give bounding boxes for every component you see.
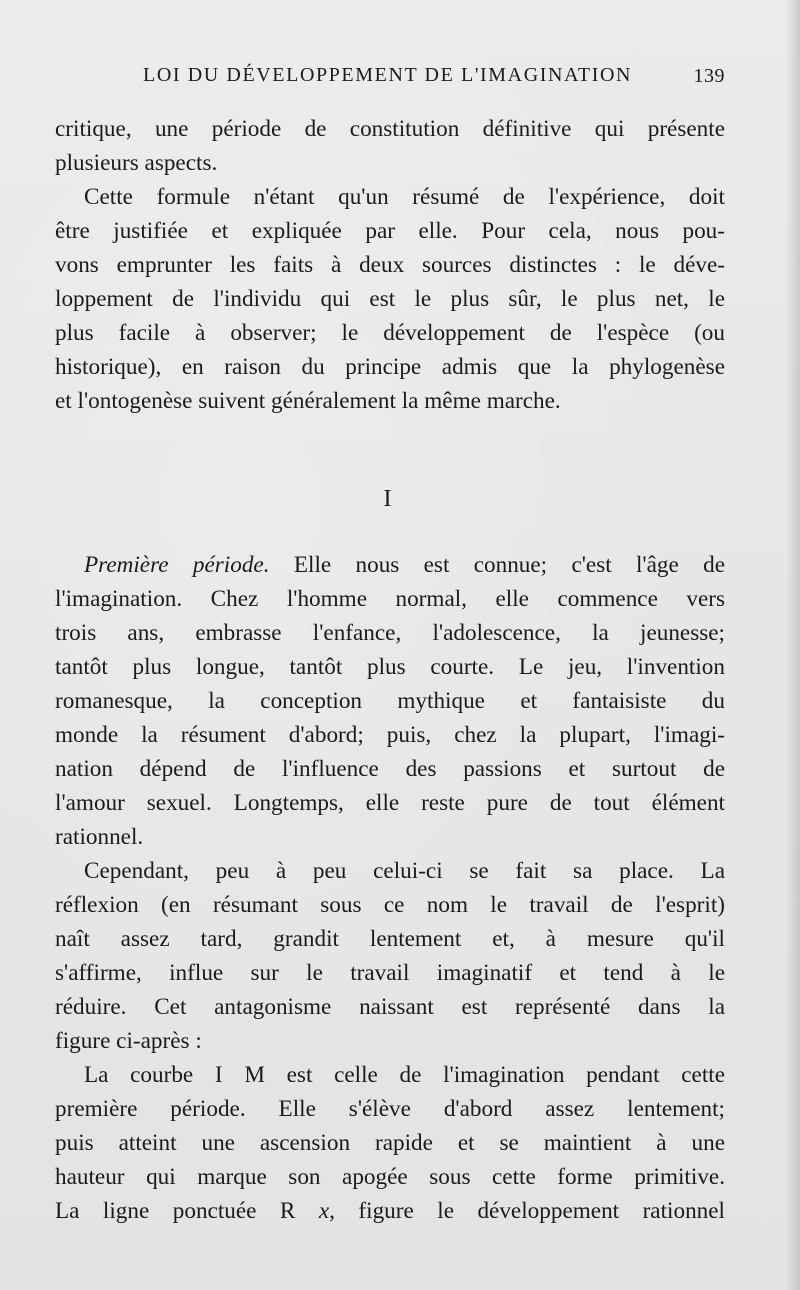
text-span: Elle nous est connue; c'est l'âge de [269, 552, 725, 578]
text-line: figure ci-après : [55, 1028, 202, 1054]
math-variable: x [318, 1198, 330, 1224]
text-line: plusieurs aspects. [55, 150, 218, 176]
text-line: plus facile à observer; le développement de l'espèce (ou [55, 320, 725, 346]
text-line: romanesque, la conception mythique et fantaisiste du [55, 688, 725, 714]
text-line: nation dépend de l'influence des passions et surtout de [55, 756, 725, 782]
text-line: réflexion (en résumant sous ce nom le travail de l'esprit) [55, 892, 725, 918]
text-line: l'imagination. Chez l'homme normal, elle commence vers [55, 586, 725, 612]
section-heading: I [383, 486, 392, 512]
text-line: s'affirme, influe sur le travail imaginatif et tend à le [55, 960, 725, 986]
page-header [143, 64, 725, 96]
text-line [84, 548, 725, 582]
text-line: critique, une période de constitution définitive qui présente [55, 116, 725, 142]
text-line: puis atteint une ascension rapide et se maintient à une [55, 1130, 725, 1156]
text-line: vons emprunter les faits à deux sources distinctes : le déve- [55, 252, 725, 278]
text-line: naît assez tard, grandit lentement et, à mesure qu'il [55, 926, 725, 952]
page-number: 139 [693, 65, 725, 87]
text-line: Cette formule n'étant qu'un résumé de l'expérience, doit [84, 184, 725, 210]
text-line: trois ans, embrasse l'enfance, l'adolescence, la jeunesse; [55, 620, 725, 646]
text-line [55, 1194, 725, 1228]
text-line: rationnel. [55, 824, 144, 850]
text-span: La ligne ponctuée R [55, 1198, 319, 1224]
text-line: tantôt plus longue, tantôt plus courte. Le jeu, l'invention [55, 654, 725, 680]
running-title: LOI DU DÉVELOPPEMENT DE L'IMAGINATION [143, 64, 633, 86]
text-line: monde la résument d'abord; puis, chez la plupart, l'imagi- [55, 722, 725, 748]
text-line: historique), en raison du principe admis que la phylogenèse [55, 354, 725, 380]
text-span: , figure le développement rationnel [329, 1198, 725, 1224]
text-line: réduire. Cet antagonisme naissant est représenté dans la [55, 994, 725, 1020]
period-title: Première période. [84, 552, 270, 578]
text-line: l'amour sexuel. Longtemps, elle reste pure de tout élément [55, 790, 725, 816]
text-line: hauteur qui marque son apogée sous cette forme primitive. [55, 1164, 725, 1190]
text-line: première période. Elle s'élève d'abord assez lentement; [55, 1096, 725, 1122]
text-line: et l'ontogenèse suivent généralement la même marche. [55, 388, 561, 414]
text-line: être justifiée et expliquée par elle. Pour cela, nous pou- [55, 218, 725, 244]
text-line: La courbe I M est celle de l'imagination pendant cette [84, 1062, 725, 1088]
text-line: loppement de l'individu qui est le plus sûr, le plus net, le [55, 286, 725, 312]
text-line: Cependant, peu à peu celui-ci se fait sa place. La [84, 858, 725, 884]
page-edge-shadow [786, 0, 800, 1290]
